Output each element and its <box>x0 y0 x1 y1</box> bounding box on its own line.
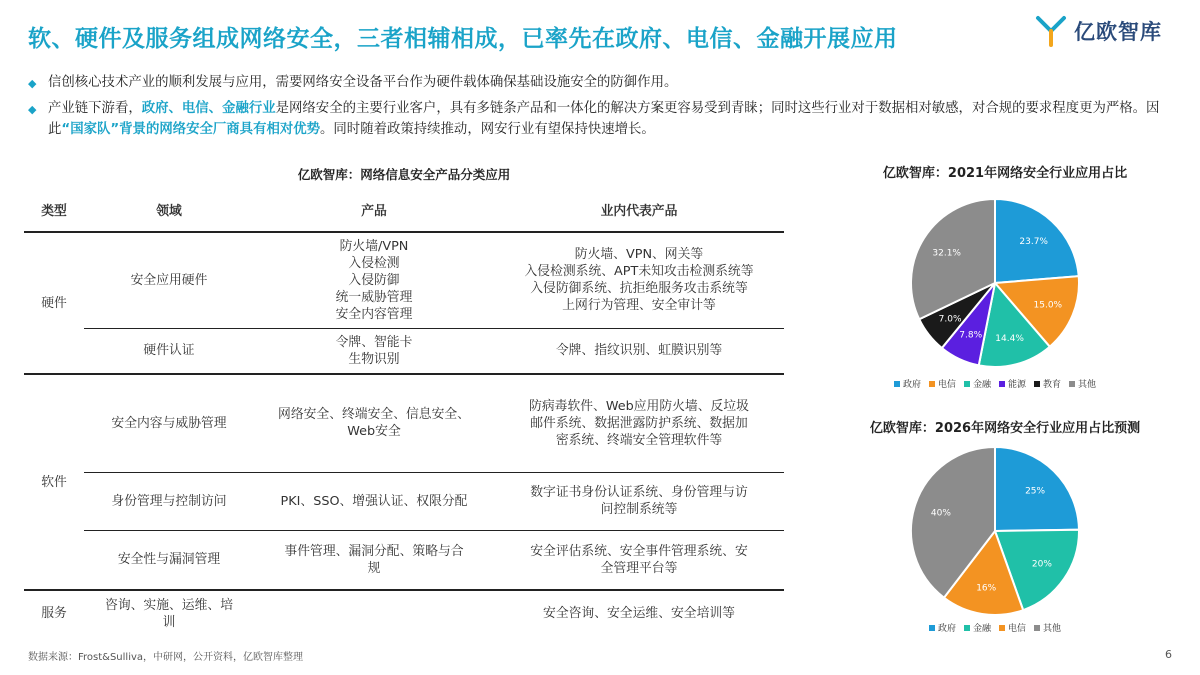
chart-legend-2021 <box>830 377 1160 390</box>
legend-swatch <box>1034 625 1040 631</box>
cell-product: 令牌、智能卡 生物识别 <box>254 328 494 374</box>
page-number: 6 <box>1165 648 1172 661</box>
legend-label: 政府 <box>902 380 921 390</box>
data-source-note: 数据来源：Frost&Sulliva，中研网，公开资料，亿欧智库整理 <box>28 652 304 663</box>
legend-swatch <box>1069 381 1075 387</box>
legend-label: 其他 <box>1043 624 1062 634</box>
cell-product: 防火墙/VPN 入侵检测 入侵防御 统一威胁管理 安全内容管理 <box>254 232 494 328</box>
legend-swatch <box>999 381 1005 387</box>
header-type: 类型 <box>24 188 84 232</box>
bullet-item <box>28 72 1178 94</box>
table-caption: 亿欧智库：网络信息安全产品分类应用 <box>297 167 511 182</box>
cell-field: 身份管理与控制访问 <box>84 472 254 530</box>
cell-representative: 令牌、指纹识别、虹膜识别等 <box>494 328 784 374</box>
bullet-highlight: “国家队”背景的网络安全厂商具有相对优势 <box>61 122 321 137</box>
bullet-text-segment: 。同时随着政策持续推动，网安行业有望保持快速增长。 <box>320 122 655 137</box>
brand-logo <box>1034 14 1162 48</box>
cell-type: 硬件 <box>24 232 84 374</box>
legend-item <box>1034 621 1061 634</box>
cell-product: PKI、SSO、增强认证、权限分配 <box>254 472 494 530</box>
legend-swatch <box>964 625 970 631</box>
bullet-text-segment: 产业链下游看， <box>48 101 142 116</box>
header-field: 领域 <box>84 188 254 232</box>
legend-label: 电信 <box>937 380 956 390</box>
pie-slice-label: 15.0% <box>1033 300 1063 311</box>
table-row <box>24 328 784 374</box>
legend-swatch <box>894 381 900 387</box>
cell-representative: 安全评估系统、安全事件管理系统、安 全管理平台等 <box>494 530 784 590</box>
legend-item <box>1069 377 1096 390</box>
legend-label: 能源 <box>1008 380 1027 390</box>
logo-text: 亿欧智库 <box>1074 20 1162 44</box>
table-row <box>24 530 784 590</box>
pie-slice-label: 14.4% <box>995 334 1024 345</box>
legend-item <box>1034 377 1061 390</box>
logo-mark-icon <box>1034 14 1068 48</box>
legend-item <box>999 377 1026 390</box>
cell-field: 咨询、实施、运维、培 训 <box>105 597 233 630</box>
cell-field: 安全内容与威胁管理 <box>84 374 254 472</box>
pie-chart-2021 <box>905 193 1085 373</box>
cell-product: 事件管理、漏洞分配、策略与合 规 <box>254 530 494 590</box>
legend-label: 金融 <box>972 380 991 390</box>
chart-legend-2026 <box>830 621 1160 634</box>
legend-item <box>894 377 921 390</box>
legend-item <box>929 377 956 390</box>
legend-swatch <box>1034 381 1040 387</box>
table-header-row <box>24 188 784 232</box>
cell-product <box>254 590 494 636</box>
table-row <box>24 472 784 530</box>
pie-slice-label: 25% <box>1025 486 1046 497</box>
pie-slice-label: 40% <box>930 508 951 519</box>
legend-item <box>999 621 1026 634</box>
bullet-item <box>28 98 1178 140</box>
legend-swatch <box>929 381 935 387</box>
legend-label: 电信 <box>1008 624 1027 634</box>
legend-label: 政府 <box>937 624 956 634</box>
intro-bullets <box>28 72 1178 144</box>
legend-label: 金融 <box>972 624 991 634</box>
pie-slice-label: 23.7% <box>1019 237 1048 247</box>
bullet-text <box>48 98 1178 140</box>
pie-slice-label: 20% <box>1031 559 1052 570</box>
cell-representative: 防火墙、VPN、网关等 入侵检测系统、APT未知攻击检测系统等 入侵防御系统、抗拒绝服务攻击系统等 上网行为管理、安全审计等 <box>494 232 784 328</box>
page-title: 软、硬件及服务组成网络安全，三者相辅相成，已率先在政府、电信、金融开展应用 <box>28 26 898 52</box>
pie-slice-label: 7.0% <box>938 314 962 325</box>
cell-field: 安全应用硬件 <box>84 232 254 328</box>
table-row <box>24 374 784 472</box>
bullet-text <box>48 72 677 94</box>
legend-label: 其他 <box>1078 380 1097 390</box>
pie-slice-label: 32.1% <box>932 248 961 259</box>
cell-representative: 数字证书身份认证系统、身份管理与访 问控制系统等 <box>494 472 784 530</box>
legend-item <box>929 621 956 634</box>
cell-type: 软件 <box>24 374 84 590</box>
cell-field: 安全性与漏洞管理 <box>84 530 254 590</box>
diamond-bullet-icon: ◆ <box>28 77 37 90</box>
legend-swatch <box>999 625 1005 631</box>
legend-item <box>964 621 991 634</box>
cell-representative: 防病毒软件、Web应用防火墙、反垃圾 邮件系统、数据泄露防护系统、数据加 密系统、终端安全管理软件等 <box>494 374 784 472</box>
cell-product: 网络安全、终端安全、信息安全、 Web安全 <box>254 374 494 472</box>
cell-type: 服务 <box>41 606 67 621</box>
cell-field: 硬件认证 <box>84 328 254 374</box>
bullet-text-segment: 信创核心技术产业的顺利发展与应用，需要网络安全设备平台作为硬件载体确保基础设施安全的防御作用。 <box>48 75 678 90</box>
table-row <box>24 232 784 328</box>
header-representative: 业内代表产品 <box>494 188 784 232</box>
pie-slice-label: 7.8% <box>959 330 983 341</box>
product-classification-table <box>24 188 784 636</box>
legend-item <box>964 377 991 390</box>
legend-swatch <box>929 625 935 631</box>
bullet-text-segment: 是网络安全的主要行业客户，具有多链条产品和一体化的解决方案更容易受到青睐；同时这些行业对于数据相对敏感，对合规的要求程度更为严格。因此 <box>48 101 1160 137</box>
pie-chart-2026 <box>905 441 1085 621</box>
legend-swatch <box>964 381 970 387</box>
bullet-highlight: 政府、电信、金融行业 <box>141 101 276 116</box>
cell-representative: 安全咨询、安全运维、安全培训等 <box>543 606 735 621</box>
chart-title-2026: 亿欧智库：2026年网络安全行业应用占比预测 <box>869 421 1141 436</box>
table-row <box>24 590 784 636</box>
pie-slice-label: 16% <box>976 583 997 594</box>
diamond-bullet-icon: ◆ <box>28 103 37 116</box>
header-product: 产品 <box>254 188 494 232</box>
chart-title-2021: 亿欧智库：2021年网络安全行业应用占比 <box>882 166 1128 181</box>
legend-label: 教育 <box>1043 380 1062 390</box>
